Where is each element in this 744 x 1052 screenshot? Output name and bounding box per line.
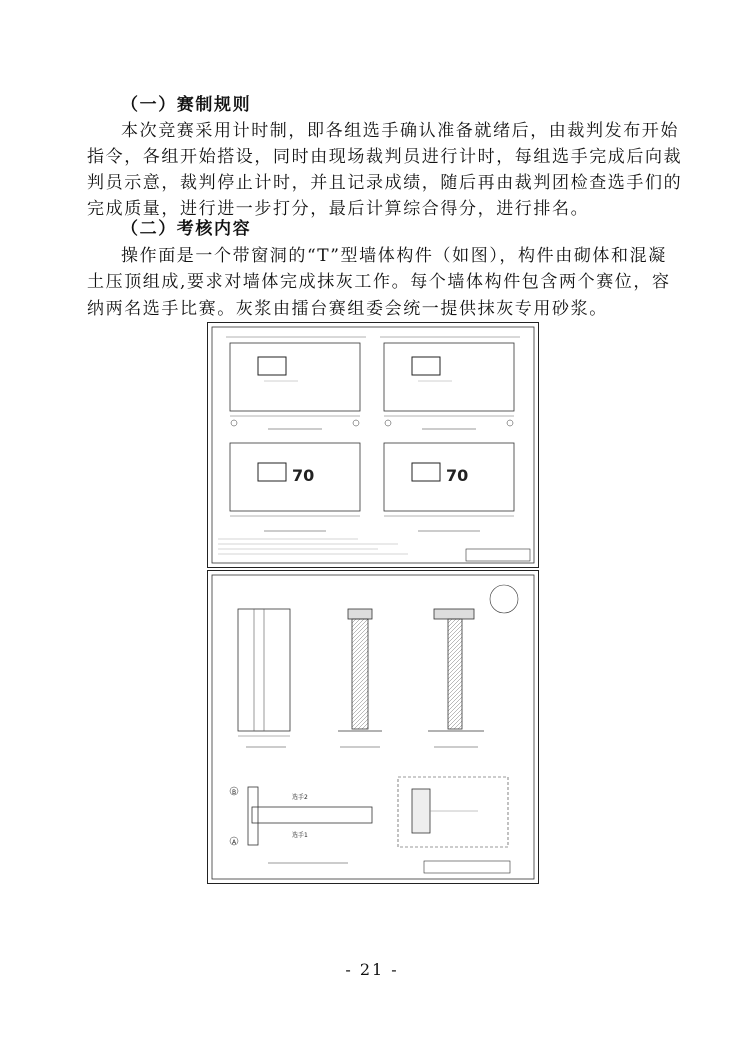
svg-text:70: 70 xyxy=(446,466,469,485)
plastered-back-elevation xyxy=(384,443,514,531)
axis-a-label: A xyxy=(232,839,237,846)
wall-back-elevation xyxy=(380,337,520,429)
body-line: 操作面是一个带窗洞的“T”型墙体构件（如图），构件由砌体和混凝 xyxy=(121,246,667,266)
side-elevation xyxy=(238,609,290,747)
axis-b-label: B xyxy=(232,789,237,796)
figure-wall-sections-plan xyxy=(207,570,539,884)
body-line: 纳两名选手比赛。灰浆由擂台赛组委会统一提供抹灰专用砂浆。 xyxy=(87,299,608,319)
wall-plan xyxy=(230,787,372,863)
elevations-drawing xyxy=(208,323,538,567)
plastered-front-elevation xyxy=(230,443,360,531)
wall-front-elevation xyxy=(226,337,366,429)
sections-plan-drawing xyxy=(208,571,538,883)
player-2-label: 选手2 xyxy=(292,794,308,801)
page-number: - 21 - xyxy=(345,960,399,979)
body-line: 完成质量，进行进一步打分，最后计算综合得分，进行排名。 xyxy=(87,199,590,219)
body-line: 指令，各组开始搭设，同时由现场裁判员进行计时，每组选手完成后向裁 xyxy=(87,147,683,167)
svg-text:70: 70 xyxy=(292,466,315,485)
body-line: 判员示意，裁判停止计时，并且记录成绩，随后再由裁判团检查选手们的 xyxy=(87,173,683,193)
heading-assessment-content: （二）考核内容 xyxy=(121,219,252,239)
player-1-label: 选手1 xyxy=(292,832,308,839)
figure-wall-elevations xyxy=(207,322,539,568)
drawing-notes xyxy=(218,539,530,561)
heading-competition-rules: （一）赛制规则 xyxy=(121,95,252,115)
body-line: 土压顶组成,要求对墙体完成抹灰工作。每个墙体构件包含两个赛位，容 xyxy=(87,272,671,292)
section-2-2 xyxy=(428,585,518,747)
body-line: 本次竞赛采用计时制，即各组选手确认准备就绪后，由裁判发布开始 xyxy=(121,121,679,141)
section-1-1 xyxy=(338,609,382,747)
detail-box xyxy=(398,777,510,873)
